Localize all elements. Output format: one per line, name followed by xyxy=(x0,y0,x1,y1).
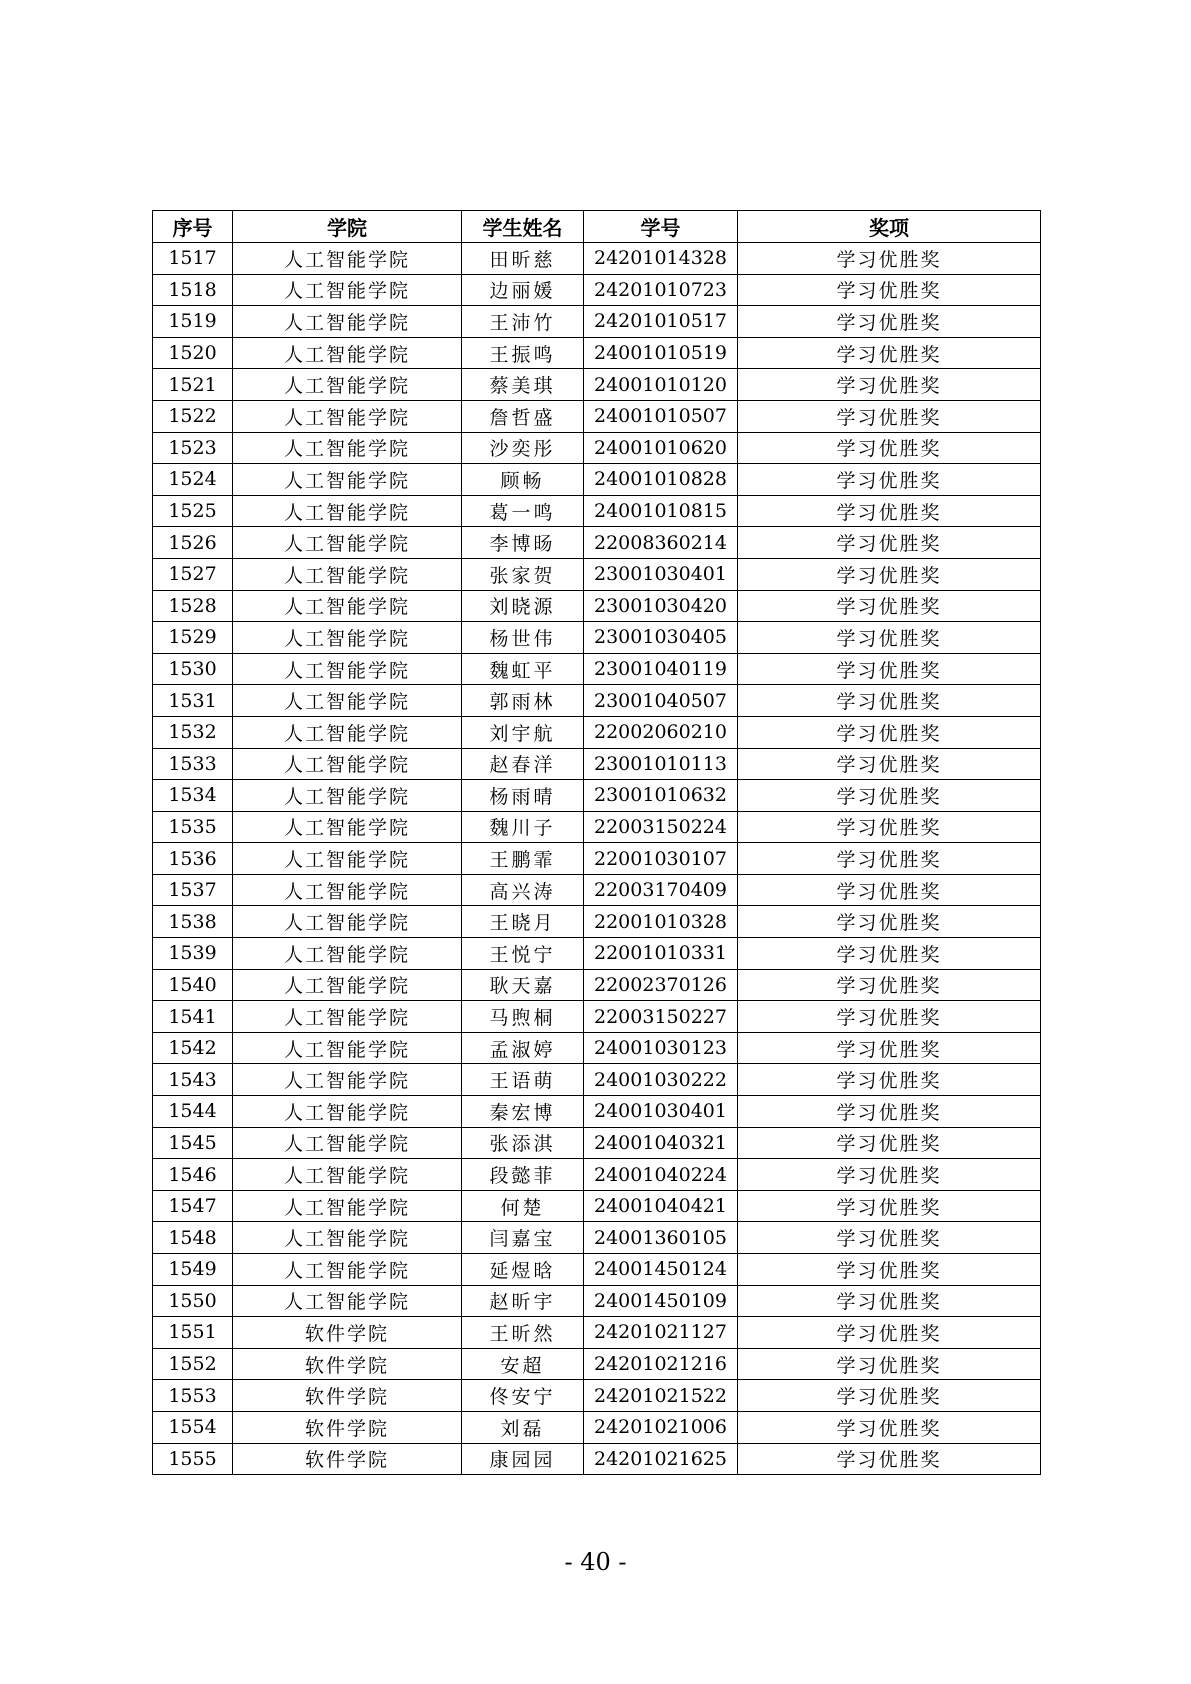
cell-student-id: 24001450124 xyxy=(584,1254,738,1286)
cell-college: 人工智能学院 xyxy=(233,306,462,338)
cell-college: 人工智能学院 xyxy=(233,1190,462,1222)
cell-award: 学习优胜奖 xyxy=(738,243,1041,275)
table-row xyxy=(153,874,1041,906)
cell-student-id: 24201021127 xyxy=(584,1317,738,1349)
cell-index: 1520 xyxy=(153,337,233,369)
cell-student-id: 24001040421 xyxy=(584,1190,738,1222)
cell-student-id: 24201010517 xyxy=(584,306,738,338)
cell-award: 学习优胜奖 xyxy=(738,400,1041,432)
cell-student-name: 蔡美琪 xyxy=(462,369,584,401)
table-row xyxy=(153,1411,1041,1443)
cell-student-id: 22002060210 xyxy=(584,716,738,748)
cell-student-id: 23001030420 xyxy=(584,590,738,622)
cell-student-name: 延煜晗 xyxy=(462,1254,584,1286)
cell-index: 1523 xyxy=(153,432,233,464)
cell-college: 人工智能学院 xyxy=(233,274,462,306)
cell-index: 1517 xyxy=(153,243,233,275)
cell-index: 1519 xyxy=(153,306,233,338)
table-row xyxy=(153,432,1041,464)
table-row xyxy=(153,811,1041,843)
cell-student-id: 22001010328 xyxy=(584,906,738,938)
cell-index: 1545 xyxy=(153,1127,233,1159)
cell-student-name: 王语萌 xyxy=(462,1064,584,1096)
cell-award: 学习优胜奖 xyxy=(738,1127,1041,1159)
cell-index: 1538 xyxy=(153,906,233,938)
cell-college: 人工智能学院 xyxy=(233,938,462,970)
cell-student-name: 赵春洋 xyxy=(462,748,584,780)
cell-student-name: 王振鸣 xyxy=(462,337,584,369)
cell-index: 1531 xyxy=(153,685,233,717)
cell-student-id: 23001010113 xyxy=(584,748,738,780)
header-index: 序号 xyxy=(153,211,233,243)
table-row xyxy=(153,1159,1041,1191)
cell-student-name: 王晓月 xyxy=(462,906,584,938)
cell-award: 学习优胜奖 xyxy=(738,495,1041,527)
cell-student-id: 22003150227 xyxy=(584,1001,738,1033)
table-row xyxy=(153,780,1041,812)
cell-college: 人工智能学院 xyxy=(233,495,462,527)
table-row xyxy=(153,527,1041,559)
cell-college: 人工智能学院 xyxy=(233,1127,462,1159)
table-body xyxy=(153,243,1041,1475)
table-row xyxy=(153,1285,1041,1317)
cell-college: 人工智能学院 xyxy=(233,811,462,843)
cell-student-id: 22001030107 xyxy=(584,843,738,875)
cell-student-name: 杨雨晴 xyxy=(462,780,584,812)
table-row xyxy=(153,400,1041,432)
table-row xyxy=(153,274,1041,306)
cell-student-name: 郭雨林 xyxy=(462,685,584,717)
cell-college: 人工智能学院 xyxy=(233,243,462,275)
cell-award: 学习优胜奖 xyxy=(738,527,1041,559)
cell-student-name: 段懿菲 xyxy=(462,1159,584,1191)
cell-index: 1529 xyxy=(153,622,233,654)
page-number: - 40 - xyxy=(564,1548,627,1576)
cell-student-id: 24201021522 xyxy=(584,1380,738,1412)
cell-student-id: 24201021625 xyxy=(584,1443,738,1475)
cell-student-name: 佟安宁 xyxy=(462,1380,584,1412)
cell-student-id: 24001010519 xyxy=(584,337,738,369)
cell-index: 1532 xyxy=(153,716,233,748)
header-college: 学院 xyxy=(233,211,462,243)
table-row xyxy=(153,1317,1041,1349)
cell-award: 学习优胜奖 xyxy=(738,1032,1041,1064)
table-row xyxy=(153,243,1041,275)
cell-student-name: 王鹏霏 xyxy=(462,843,584,875)
cell-index: 1526 xyxy=(153,527,233,559)
cell-college: 人工智能学院 xyxy=(233,1001,462,1033)
cell-college: 人工智能学院 xyxy=(233,653,462,685)
cell-index: 1549 xyxy=(153,1254,233,1286)
cell-award: 学习优胜奖 xyxy=(738,337,1041,369)
cell-student-name: 田昕慈 xyxy=(462,243,584,275)
cell-college: 人工智能学院 xyxy=(233,685,462,717)
table-row xyxy=(153,622,1041,654)
cell-college: 人工智能学院 xyxy=(233,622,462,654)
cell-award: 学习优胜奖 xyxy=(738,1380,1041,1412)
table-row xyxy=(153,1064,1041,1096)
table-row xyxy=(153,1001,1041,1033)
cell-college: 人工智能学院 xyxy=(233,716,462,748)
cell-college: 软件学院 xyxy=(233,1348,462,1380)
header-student-name: 学生姓名 xyxy=(462,211,584,243)
cell-student-name: 秦宏博 xyxy=(462,1096,584,1128)
cell-college: 人工智能学院 xyxy=(233,337,462,369)
cell-student-name: 刘宇航 xyxy=(462,716,584,748)
cell-award: 学习优胜奖 xyxy=(738,1317,1041,1349)
cell-college: 人工智能学院 xyxy=(233,1254,462,1286)
cell-student-id: 22002370126 xyxy=(584,969,738,1001)
cell-college: 人工智能学院 xyxy=(233,1064,462,1096)
cell-student-name: 安超 xyxy=(462,1348,584,1380)
cell-index: 1541 xyxy=(153,1001,233,1033)
cell-index: 1527 xyxy=(153,558,233,590)
cell-college: 人工智能学院 xyxy=(233,843,462,875)
cell-student-id: 24001010815 xyxy=(584,495,738,527)
cell-student-name: 孟淑婷 xyxy=(462,1032,584,1064)
table-row xyxy=(153,938,1041,970)
cell-college: 人工智能学院 xyxy=(233,369,462,401)
cell-student-id: 24001040224 xyxy=(584,1159,738,1191)
cell-student-name: 闫嘉宝 xyxy=(462,1222,584,1254)
table-row xyxy=(153,495,1041,527)
cell-index: 1551 xyxy=(153,1317,233,1349)
cell-student-id: 23001040119 xyxy=(584,653,738,685)
cell-student-name: 詹哲盛 xyxy=(462,400,584,432)
cell-student-name: 边丽媛 xyxy=(462,274,584,306)
cell-index: 1535 xyxy=(153,811,233,843)
cell-award: 学习优胜奖 xyxy=(738,1254,1041,1286)
cell-index: 1534 xyxy=(153,780,233,812)
cell-award: 学习优胜奖 xyxy=(738,432,1041,464)
cell-award: 学习优胜奖 xyxy=(738,1096,1041,1128)
cell-award: 学习优胜奖 xyxy=(738,653,1041,685)
cell-award: 学习优胜奖 xyxy=(738,1159,1041,1191)
table-row xyxy=(153,748,1041,780)
cell-college: 人工智能学院 xyxy=(233,969,462,1001)
cell-award: 学习优胜奖 xyxy=(738,306,1041,338)
cell-award: 学习优胜奖 xyxy=(738,969,1041,1001)
cell-college: 人工智能学院 xyxy=(233,874,462,906)
cell-college: 人工智能学院 xyxy=(233,400,462,432)
cell-index: 1546 xyxy=(153,1159,233,1191)
cell-college: 人工智能学院 xyxy=(233,1096,462,1128)
cell-award: 学习优胜奖 xyxy=(738,1411,1041,1443)
cell-award: 学习优胜奖 xyxy=(738,558,1041,590)
cell-award: 学习优胜奖 xyxy=(738,811,1041,843)
cell-award: 学习优胜奖 xyxy=(738,1443,1041,1475)
cell-student-name: 高兴涛 xyxy=(462,874,584,906)
table-row xyxy=(153,906,1041,938)
table-row xyxy=(153,464,1041,496)
cell-student-name: 何楚 xyxy=(462,1190,584,1222)
table-row xyxy=(153,590,1041,622)
cell-index: 1537 xyxy=(153,874,233,906)
cell-award: 学习优胜奖 xyxy=(738,685,1041,717)
cell-college: 人工智能学院 xyxy=(233,464,462,496)
cell-college: 人工智能学院 xyxy=(233,1159,462,1191)
table-row xyxy=(153,685,1041,717)
cell-college: 软件学院 xyxy=(233,1317,462,1349)
cell-student-id: 24001010620 xyxy=(584,432,738,464)
cell-award: 学习优胜奖 xyxy=(738,843,1041,875)
cell-student-name: 张添淇 xyxy=(462,1127,584,1159)
cell-student-id: 22003170409 xyxy=(584,874,738,906)
cell-student-id: 22008360214 xyxy=(584,527,738,559)
cell-college: 软件学院 xyxy=(233,1443,462,1475)
cell-student-name: 张家贺 xyxy=(462,558,584,590)
cell-college: 人工智能学院 xyxy=(233,527,462,559)
cell-award: 学习优胜奖 xyxy=(738,369,1041,401)
cell-student-id: 24201014328 xyxy=(584,243,738,275)
cell-student-name: 魏虹平 xyxy=(462,653,584,685)
cell-student-name: 王悦宁 xyxy=(462,938,584,970)
cell-index: 1547 xyxy=(153,1190,233,1222)
cell-student-id: 22001010331 xyxy=(584,938,738,970)
cell-student-id: 24001030401 xyxy=(584,1096,738,1128)
cell-college: 人工智能学院 xyxy=(233,748,462,780)
cell-index: 1555 xyxy=(153,1443,233,1475)
cell-award: 学习优胜奖 xyxy=(738,1064,1041,1096)
table-row xyxy=(153,306,1041,338)
cell-student-name: 康园园 xyxy=(462,1443,584,1475)
cell-student-name: 王沛竹 xyxy=(462,306,584,338)
cell-student-id: 24001040321 xyxy=(584,1127,738,1159)
cell-student-name: 刘磊 xyxy=(462,1411,584,1443)
cell-student-id: 23001040507 xyxy=(584,685,738,717)
table-row xyxy=(153,653,1041,685)
cell-award: 学习优胜奖 xyxy=(738,716,1041,748)
cell-award: 学习优胜奖 xyxy=(738,1348,1041,1380)
cell-college: 人工智能学院 xyxy=(233,432,462,464)
cell-student-id: 24001450109 xyxy=(584,1285,738,1317)
table-row xyxy=(153,1443,1041,1475)
cell-index: 1521 xyxy=(153,369,233,401)
cell-student-id: 23001010632 xyxy=(584,780,738,812)
cell-student-id: 24001010120 xyxy=(584,369,738,401)
cell-index: 1550 xyxy=(153,1285,233,1317)
cell-index: 1543 xyxy=(153,1064,233,1096)
cell-index: 1554 xyxy=(153,1411,233,1443)
cell-award: 学习优胜奖 xyxy=(738,274,1041,306)
cell-award: 学习优胜奖 xyxy=(738,1001,1041,1033)
cell-index: 1525 xyxy=(153,495,233,527)
table-row xyxy=(153,1127,1041,1159)
table-row xyxy=(153,1190,1041,1222)
cell-student-name: 耿天嘉 xyxy=(462,969,584,1001)
table-row xyxy=(153,1380,1041,1412)
cell-student-id: 24201010723 xyxy=(584,274,738,306)
table-row xyxy=(153,969,1041,1001)
header-student-id: 学号 xyxy=(584,211,738,243)
cell-college: 人工智能学院 xyxy=(233,1222,462,1254)
cell-college: 软件学院 xyxy=(233,1380,462,1412)
table-row xyxy=(153,558,1041,590)
cell-student-id: 23001030405 xyxy=(584,622,738,654)
cell-student-name: 刘晓源 xyxy=(462,590,584,622)
cell-index: 1518 xyxy=(153,274,233,306)
cell-index: 1522 xyxy=(153,400,233,432)
cell-award: 学习优胜奖 xyxy=(738,1222,1041,1254)
cell-index: 1542 xyxy=(153,1032,233,1064)
cell-college: 人工智能学院 xyxy=(233,780,462,812)
cell-college: 人工智能学院 xyxy=(233,1285,462,1317)
cell-student-id: 24201021006 xyxy=(584,1411,738,1443)
cell-award: 学习优胜奖 xyxy=(738,780,1041,812)
cell-student-id: 22003150224 xyxy=(584,811,738,843)
cell-award: 学习优胜奖 xyxy=(738,874,1041,906)
cell-student-name: 李博旸 xyxy=(462,527,584,559)
cell-index: 1548 xyxy=(153,1222,233,1254)
cell-student-id: 24001360105 xyxy=(584,1222,738,1254)
cell-award: 学习优胜奖 xyxy=(738,906,1041,938)
cell-student-id: 24001030123 xyxy=(584,1032,738,1064)
cell-student-id: 24001010828 xyxy=(584,464,738,496)
cell-student-id: 24001030222 xyxy=(584,1064,738,1096)
cell-index: 1528 xyxy=(153,590,233,622)
cell-index: 1539 xyxy=(153,938,233,970)
table-row xyxy=(153,1032,1041,1064)
cell-student-name: 王昕然 xyxy=(462,1317,584,1349)
cell-student-id: 24001010507 xyxy=(584,400,738,432)
table-header-row xyxy=(153,211,1041,243)
cell-award: 学习优胜奖 xyxy=(738,1285,1041,1317)
cell-student-name: 顾畅 xyxy=(462,464,584,496)
cell-index: 1530 xyxy=(153,653,233,685)
cell-award: 学习优胜奖 xyxy=(738,464,1041,496)
cell-student-name: 沙奕彤 xyxy=(462,432,584,464)
cell-student-name: 杨世伟 xyxy=(462,622,584,654)
cell-award: 学习优胜奖 xyxy=(738,590,1041,622)
cell-student-name: 赵昕宇 xyxy=(462,1285,584,1317)
cell-index: 1553 xyxy=(153,1380,233,1412)
cell-award: 学习优胜奖 xyxy=(738,938,1041,970)
cell-college: 人工智能学院 xyxy=(233,1032,462,1064)
cell-index: 1536 xyxy=(153,843,233,875)
cell-student-name: 马煦桐 xyxy=(462,1001,584,1033)
cell-index: 1552 xyxy=(153,1348,233,1380)
cell-college: 人工智能学院 xyxy=(233,590,462,622)
table-row xyxy=(153,1254,1041,1286)
table-row xyxy=(153,716,1041,748)
cell-college: 人工智能学院 xyxy=(233,558,462,590)
table-row xyxy=(153,369,1041,401)
table-row xyxy=(153,337,1041,369)
cell-award: 学习优胜奖 xyxy=(738,748,1041,780)
cell-student-name: 葛一鸣 xyxy=(462,495,584,527)
award-list-table xyxy=(152,210,1041,1475)
cell-index: 1524 xyxy=(153,464,233,496)
table-row xyxy=(153,1348,1041,1380)
header-award: 奖项 xyxy=(738,211,1041,243)
table-row xyxy=(153,1096,1041,1128)
table-row xyxy=(153,1222,1041,1254)
cell-student-name: 魏川子 xyxy=(462,811,584,843)
cell-student-id: 24201021216 xyxy=(584,1348,738,1380)
cell-index: 1540 xyxy=(153,969,233,1001)
cell-student-id: 23001030401 xyxy=(584,558,738,590)
cell-award: 学习优胜奖 xyxy=(738,1190,1041,1222)
cell-college: 人工智能学院 xyxy=(233,906,462,938)
table-row xyxy=(153,843,1041,875)
cell-award: 学习优胜奖 xyxy=(738,622,1041,654)
cell-index: 1533 xyxy=(153,748,233,780)
cell-college: 软件学院 xyxy=(233,1411,462,1443)
cell-index: 1544 xyxy=(153,1096,233,1128)
